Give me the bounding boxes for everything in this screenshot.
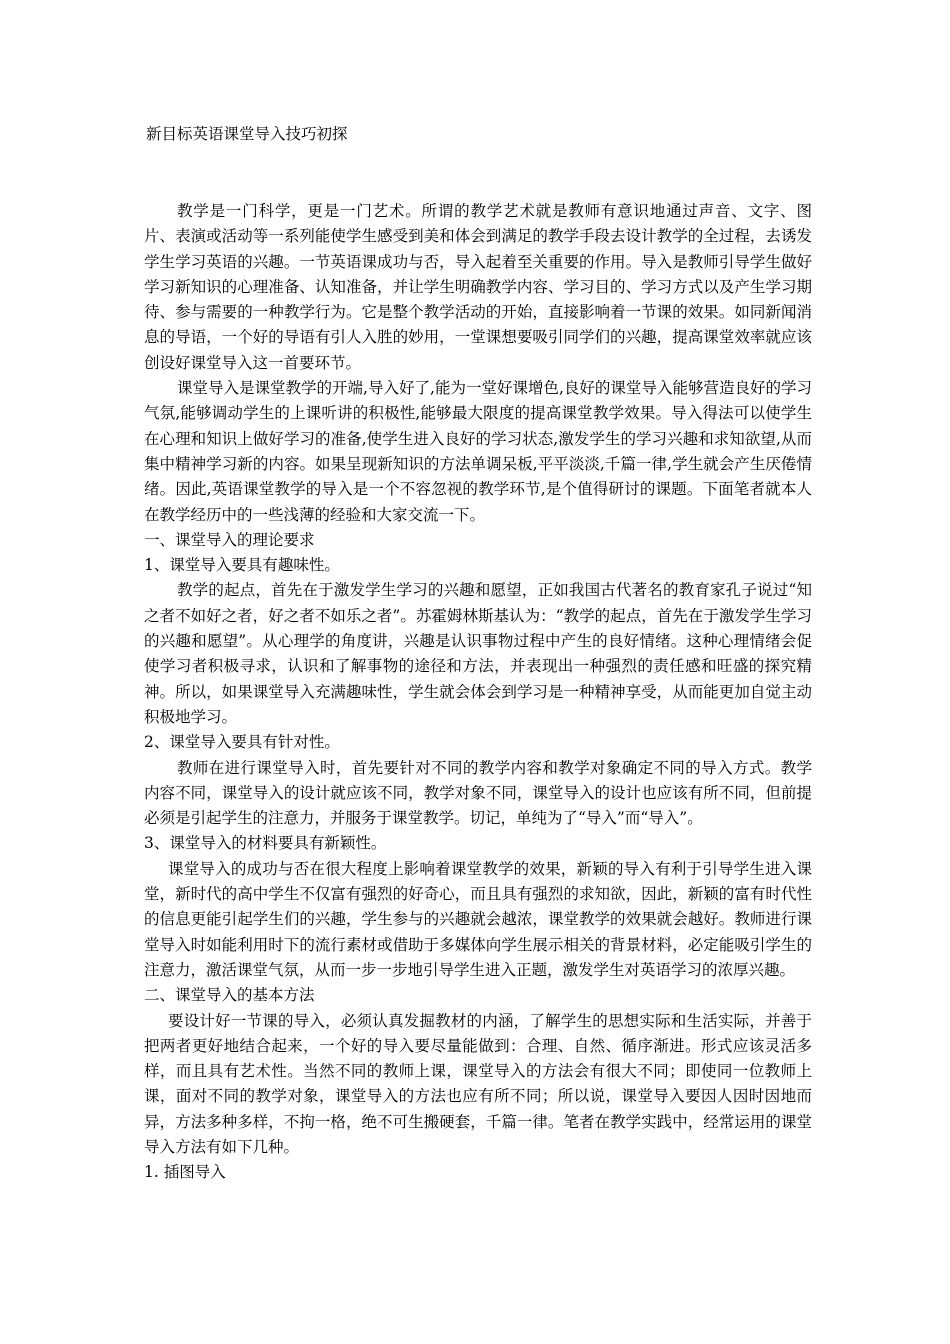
paragraph-4: 教师在进行课堂导入时，首先要针对不同的教学内容和教学对象确定不同的导入方式。教学内容不同，课堂导入的设计就应该不同，教学对象不同，课堂导入的设计也应该有所不同，但前提必须是引起学生的注意力，并服务于课堂教学。切记，单纯为了“导入”而“导入”。 — [144, 758, 812, 828]
subheading-2: 2、课堂导入要具有针对性。 — [144, 733, 340, 752]
document-title: 新目标英语课堂导入技巧初探 — [146, 125, 348, 143]
paragraph-2: 课堂导入是课堂教学的开端,导入好了,能为一堂好课增色,良好的课堂导入能够营造良好的学习气氛,能够调动学生的上课听讲的积极性,能够最大限度的提高课堂教学效果。导入得法可以使学生在心理和知识上做好学习的准备,使学生进入良好的学习状态,激发学生的学习兴趣和求知欲望,从而集中精神学习新的内容。如果呈现新知识的方法单调呆板,平平淡淡,千篇一律,学生就会产生厌倦情绪。因此,英语课堂教学的导入是一个不容忽视的教学环节,是个值得研讨的课题。下面笔者就本人在教学经历中的一些浅薄的经验和大家交流一下。 — [144, 379, 812, 524]
subheading-3: 3、课堂导入的材料要具有新颖性。 — [144, 834, 387, 853]
section-heading-2: 二、课堂导入的基本方法 — [144, 986, 315, 1005]
document-body — [144, 199, 812, 1186]
subheading-1: 1、课堂导入要具有趣味性。 — [144, 556, 340, 575]
paragraph-6: 要设计好一节课的导入，必须认真发掘教材的内涵，了解学生的思想实际和生活实际，并善于把两者更好地结合起来，一个好的导入要尽量能做到：合理、自然、循序渐进。形式应该灵活多样，而且具有艺术性。当然不同的教师上课，课堂导入的方法会有很大不同；即使同一位教师上课，面对不同的教学对象，课堂导入的方法也应有所不同；所以说，课堂导入要因人因时因地而异，方法多种多样，不拘一格，绝不可生搬硬套，千篇一律。笔者在教学实践中，经常运用的课堂导入方法有如下几种。 — [144, 1011, 812, 1156]
section-heading-1: 一、课堂导入的理论要求 — [144, 530, 315, 549]
paragraph-1: 教学是一门科学，更是一门艺术。所谓的教学艺术就是教师有意识地通过声音、文字、图片、表演或活动等一系列能使学生感受到美和体会到满足的教学手段去设计教学的全过程，去诱发学生学习英语的兴趣。一节英语课成功与否，导入起着至关重要的作用。导入是教师引导学生做好学习新知识的心理准备、认知准备，并让学生明确教学内容、学习目的、学习方式以及产生学习期待、参与需要的一种教学行为。它是整个教学活动的开始，直接影响着一节课的效果。如同新闻消息的导语，一个好的导语有引人入胜的妙用，一堂课想要吸引同学们的兴趣，提高课堂效率就应该创设好课堂导入这一首要环节。 — [144, 202, 812, 372]
paragraph-5: 课堂导入的成功与否在很大程度上影响着课堂教学的效果，新颖的导入有利于引导学生进入课堂，新时代的高中学生不仅富有强烈的好奇心，而且具有强烈的求知欲，因此，新颖的富有时代性的信息更能引起学生们的兴趣，学生参与的兴趣就会越浓，课堂教学的效果就会越好。教师进行课堂导入时如能利用时下的流行素材或借助于多媒体向学生展示相关的背景材料，必定能吸引学生的注意力，激活课堂气氛，从而一步一步地引导学生进入正题，激发学生对英语学习的浓厚兴趣。 — [144, 859, 812, 979]
numbered-item-1: 1. 插图导入 — [144, 1163, 226, 1182]
paragraph-3: 教学的起点，首先在于激发学生学习的兴趣和愿望，正如我国古代著名的教育家孔子说过“知之者不如好之者，好之者不如乐之者”。苏霍姆林斯基认为：“教学的起点，首先在于激发学生学习的兴趣和愿望”。从心理学的角度讲，兴趣是认识事物过程中产生的良好情绪。这种心理情绪会促使学习者积极寻求，认识和了解事物的途径和方法，并表现出一种强烈的责任感和旺盛的探究精神。所以，如果课堂导入充满趣味性，学生就会体会到学习是一种精神享受，从而能更加自觉主动积极地学习。 — [144, 581, 812, 726]
